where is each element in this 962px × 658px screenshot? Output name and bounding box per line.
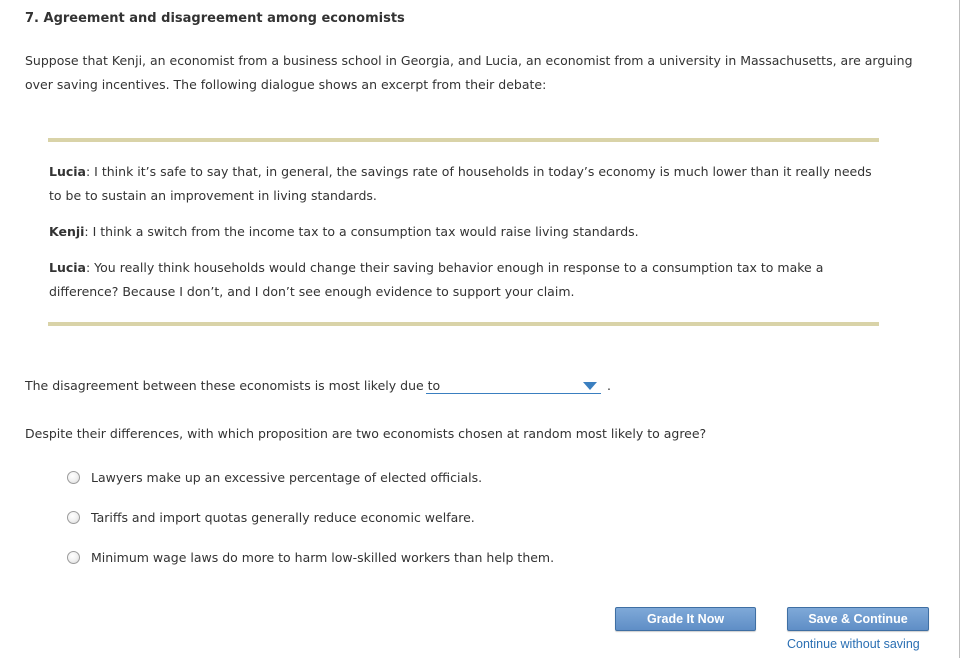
- dropdown-question-prompt: The disagreement between these economists is most likely due to: [25, 378, 441, 393]
- speaker-name: Lucia: [49, 260, 86, 275]
- radio-button[interactable]: [67, 471, 80, 484]
- dialogue-text: : I think it’s safe to say that, in general, the savings rate of households in today’s economy is much lower than it really needs to be to sustain an improvement in living standards.: [49, 164, 872, 203]
- mc-option-3[interactable]: [67, 547, 554, 567]
- page-right-border: [959, 0, 960, 658]
- dialogue-line-1: [49, 160, 874, 208]
- dialogue-line-2: [49, 220, 874, 244]
- option-label: Lawyers make up an excessive percentage of elected officials.: [91, 469, 483, 485]
- question-title: 7. Agreement and disagreement among economists: [25, 11, 405, 26]
- mc-option-2[interactable]: [67, 507, 475, 527]
- dropdown-trailing-period: .: [607, 378, 611, 393]
- save-and-continue-button[interactable]: Save & Continue: [787, 607, 929, 631]
- option-label: Tariffs and import quotas generally reduce economic welfare.: [91, 509, 475, 525]
- speaker-name: Lucia: [49, 164, 86, 179]
- answer-dropdown[interactable]: [426, 376, 601, 394]
- dialogue-top-rule: [48, 138, 879, 142]
- chevron-down-icon[interactable]: [583, 382, 597, 390]
- radio-button[interactable]: [67, 551, 80, 564]
- mc-question-prompt: Despite their differences, with which proposition are two economists chosen at random most likely to agree?: [25, 426, 707, 441]
- radio-button[interactable]: [67, 511, 80, 524]
- continue-without-saving-link[interactable]: Continue without saving: [787, 637, 920, 651]
- option-label: Minimum wage laws do more to harm low-skilled workers than help them.: [91, 549, 555, 565]
- grade-it-now-button[interactable]: Grade It Now: [615, 607, 756, 631]
- dialogue-line-3: [49, 256, 874, 304]
- dialogue-text: : I think a switch from the income tax to a consumption tax would raise living standards.: [84, 224, 639, 239]
- dialogue-text: : You really think households would change their saving behavior enough in response to a consumption tax to make a difference? Because I don’t, and I don’t see enough evidence to support your claim.: [49, 260, 824, 299]
- dialogue-bottom-rule: [48, 322, 879, 326]
- question-intro: Suppose that Kenji, an economist from a business school in Georgia, and Lucia, an economist from a university in Massachusetts, are arguing over saving incentives. The following dialogue shows an excerpt from their debate:: [25, 53, 913, 92]
- mc-option-1[interactable]: [67, 467, 482, 487]
- speaker-name: Kenji: [49, 224, 85, 239]
